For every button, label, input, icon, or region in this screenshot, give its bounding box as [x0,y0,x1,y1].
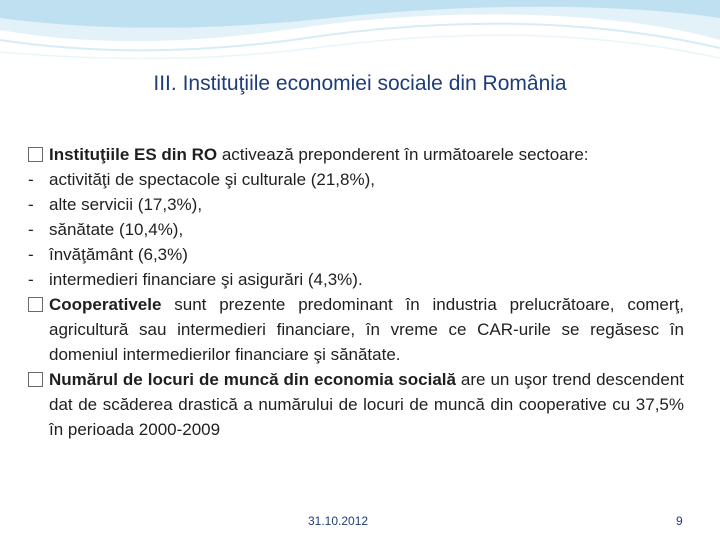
list-item [28,267,684,292]
bullet-box-icon [28,147,43,162]
paragraph-text: activează preponderent în următoarele sectoare: [217,145,589,164]
paragraph-bold: Cooperativele [49,295,162,314]
header-wave-decoration [0,0,720,80]
list-item-text: intermedieri financiare şi asigurări (4,3%). [49,270,363,289]
list-item-text: învăţământ (6,3%) [49,245,188,264]
list-item [28,217,684,242]
paragraph-text: are un uşor trend descendent dat de scăderea drastică a numărului de locuri de muncă din cooperative cu 37,5% în perioada 2000-2009 [49,370,684,439]
dash-marker: - [28,170,34,189]
dash-marker: - [28,270,34,289]
list-item-text: alte servicii (17,3%), [49,195,203,214]
list-item-text: sănătate (10,4%), [49,220,184,239]
footer-page-number: 9 [676,514,683,528]
paragraph-cooperatives [28,292,684,367]
paragraph-text: sunt prezente predominant în industria prelucrătoare, comerţ, agricultură sau intermedieri financiare, în vreme ce CAR-urile se regăsesc în domeniul intermedierilor financiare şi sănătate. [49,295,684,364]
slide-body [28,142,684,442]
list-item [28,167,684,192]
dash-marker: - [28,195,34,214]
paragraph-jobs [28,367,684,442]
bullet-box-icon [28,297,43,312]
bullet-box-icon [28,372,43,387]
list-item [28,192,684,217]
dash-marker: - [28,245,34,264]
slide-title: III. Instituţiile economiei sociale din România [153,72,567,95]
footer-date: 31.10.2012 [308,514,369,528]
paragraph-bold: Instituţiile ES din RO [49,145,218,164]
list-item [28,242,684,267]
paragraph-bold: Numărul de locuri de muncă din economia socială [49,370,456,389]
paragraph-institutions [28,142,684,167]
dash-marker: - [28,220,34,239]
list-item-text: activităţi de spectacole şi culturale (21,8%), [49,170,375,189]
